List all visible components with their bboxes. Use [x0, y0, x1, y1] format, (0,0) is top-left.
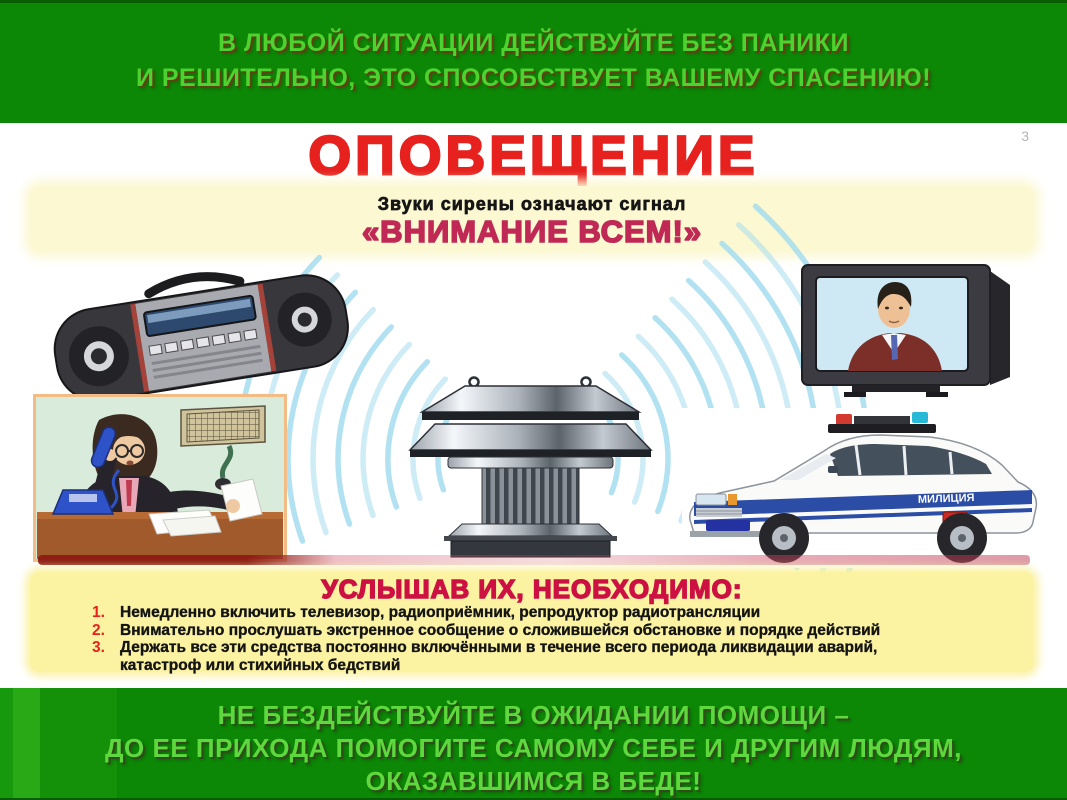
top-banner: [0, 0, 1067, 123]
slide-page-number: 3: [1021, 128, 1029, 144]
instruction-number: 3.: [92, 639, 105, 656]
instructions-heading: УСЛЫШАВ ИХ, НЕОБХОДИМО:: [321, 574, 743, 604]
police-car-label: МИЛИЦИЯ: [917, 492, 975, 506]
bottom-banner-line-1: НЕ БЕЗДЕЙСТВУЙТЕ В ОЖИДАНИИ ПОМОЩИ –: [217, 700, 850, 730]
instruction-text: Немедленно включить телевизор, радиоприёмник, репродуктор радиотрансляции: [120, 604, 761, 621]
red-divider: [38, 555, 1030, 565]
civil-defense-siren-illustration: [396, 370, 665, 558]
instruction-item-3: [30, 639, 1034, 674]
bottom-banner-line-2: ДО ЕЕ ПРИХОДА ПОМОГИТЕ САМОМУ СЕБЕ И ДРУГИМ ЛЮДЯМ,: [105, 733, 962, 763]
attention-signal-text: «ВНИМАНИЕ ВСЕМ!»: [361, 214, 703, 249]
instruction-item-1: [30, 604, 1034, 622]
police-car-illustration: [680, 404, 1042, 572]
alert-poster: [0, 123, 1067, 688]
dispatcher-phone-illustration: [33, 394, 287, 562]
television-announcer-illustration: [794, 255, 1014, 401]
instruction-text: Держать все эти средства постоянно включёнными в течение всего периода ликвидации аварий, катастроф или стихийных бедствий: [120, 639, 878, 674]
top-banner-line-2: И РЕШИТЕЛЬНО, ЭТО СПОСОБСТВУЕТ ВАШЕМУ СПАСЕНИЮ!: [135, 64, 932, 92]
bottom-banner-line-3: ОКАЗАВШИМСЯ В БЕДЕ!: [365, 766, 702, 796]
poster-title: ОПОВЕЩЕНИЕ: [308, 124, 759, 186]
instruction-text: Внимательно прослушать экстренное сообщение о сложившейся обстановке и порядке действий: [120, 621, 881, 639]
siren-caption: Звуки сирены означают сигнал: [377, 194, 687, 214]
instructions-panel: [30, 572, 1034, 672]
instruction-item-2: [30, 622, 1034, 640]
top-banner-line-1: В ЛЮБОЙ СИТУАЦИИ ДЕЙСТВУЙТЕ БЕЗ ПАНИКИ: [217, 29, 849, 57]
instruction-number: 1.: [92, 604, 105, 621]
radio-boombox-illustration: [48, 256, 355, 402]
instruction-number: 2.: [92, 621, 105, 639]
bottom-banner: [0, 688, 1067, 800]
